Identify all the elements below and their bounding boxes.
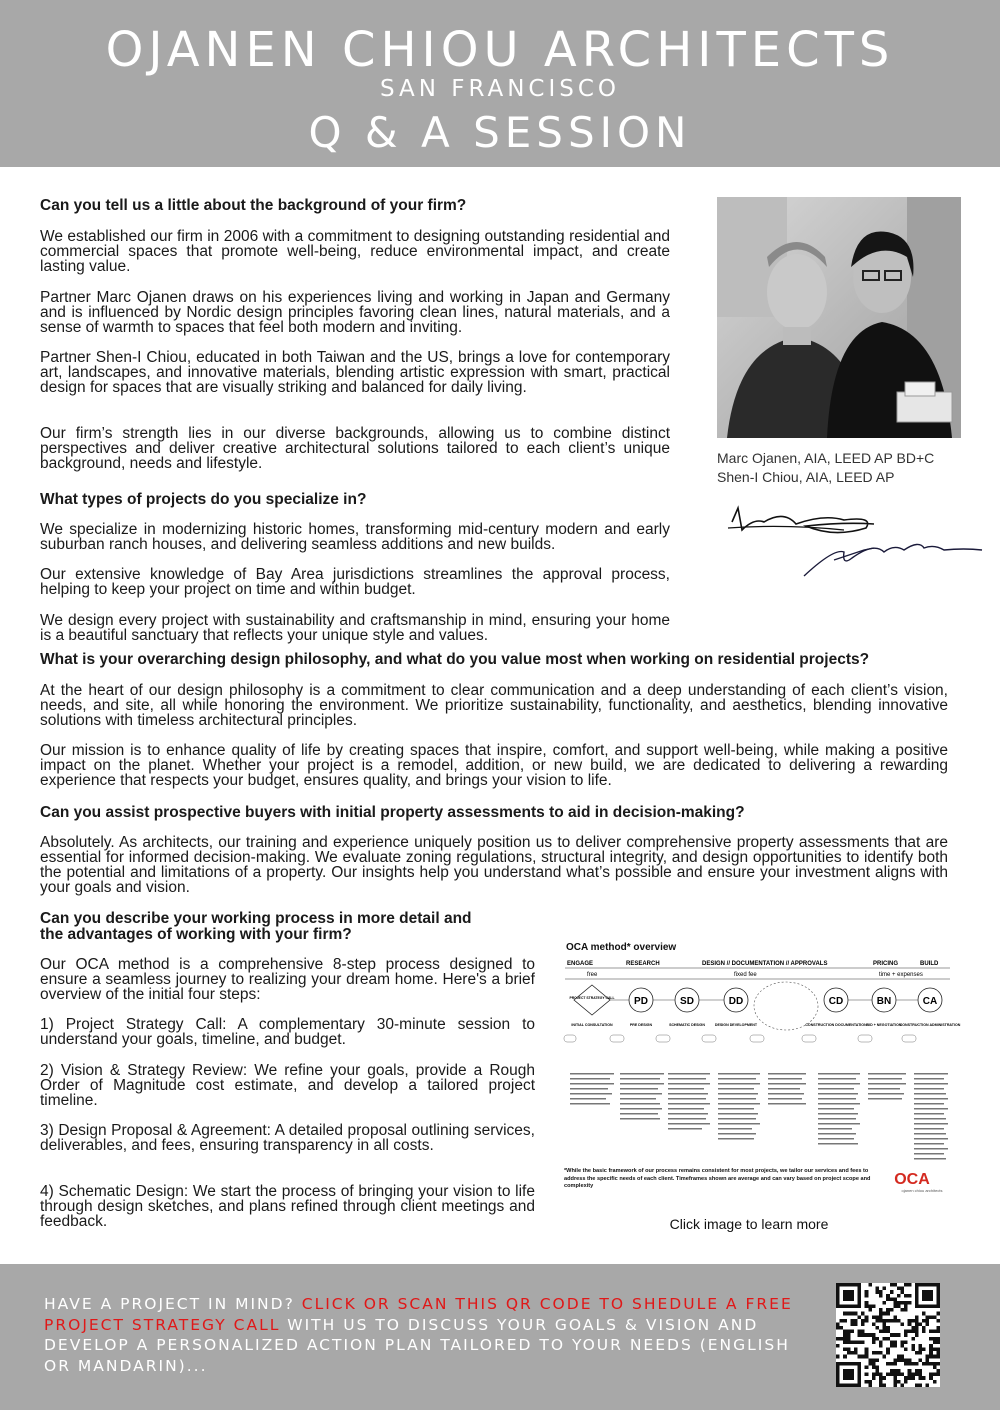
strategy-call-diamond [574, 985, 610, 1015]
step-name: SCHEMATIC DESIGN [669, 1023, 705, 1027]
step-code: BN [876, 996, 892, 1007]
step-label-first: PROJECT STRATEGY CALL [569, 996, 615, 1000]
fee-label: time + expenses [879, 972, 923, 978]
diagram-caption: Click image to learn more [669, 1216, 829, 1232]
partner-caption: Marc Ojanen, AIA, LEED AP BD+C [717, 450, 935, 466]
step-code: SD [680, 996, 694, 1007]
fee-label: free [587, 972, 598, 978]
answer-paragraph: We design every project with sustainability and craftsmanship in mind, ensuring your home is a beautiful sanctuary that reflects your unique style and values. [40, 612, 670, 644]
step-name: DESIGN DEVELOPMENT [714, 1023, 758, 1027]
step-name: INITIAL CONSULTATION [571, 1023, 613, 1027]
step-code: PD [634, 996, 648, 1007]
step-name: CONSTRUCTION ADMINISTRATION [899, 1023, 961, 1027]
oca-method-diagram[interactable] [562, 938, 961, 1200]
partner-caption: Shen-I Chiou, AIA, LEED AP [717, 469, 895, 485]
cta-intro: HAVE A PROJECT IN MIND? [44, 1295, 302, 1313]
step-paragraph: 2) Vision & Strategy Review: We refine your goals, provide a Rough Order of Magnitude cost estimate, and develop a tailored project timeline. [40, 1062, 535, 1109]
phase-label: ENGAGE [567, 961, 594, 967]
diagram-footnote: *While the basic framework of our process remains consistent for most projects, we tailor our services and fees to address the specific needs of each client. Timeframes shown are average and can vary based on project scope and complexity [564, 1168, 871, 1189]
step-code: DD [728, 996, 744, 1007]
question-line: the advantages of working with your firm? [40, 926, 352, 943]
question-process [40, 911, 540, 943]
session-title: Q & A SESSION [308, 108, 692, 157]
firm-name: OJANEN CHIOU ARCHITECTS [105, 22, 895, 78]
answer-paragraph: Absolutely. As architects, our training and experience uniquely position us to deliver comprehensive property assessments that are essential for informed decision-making. We evaluate zoning regulations, structural integrity, and design opportunities to identify both the potential and limitations of a property. Our insights help you understand what’s possible and ensure your investment aligns with your goals and vision. [40, 834, 948, 896]
oca-logo-sub: ojanen chiou architects [901, 1188, 943, 1193]
answer-paragraph: We specialize in modernizing historic homes, transforming mid-century modern and early suburban ranch houses, and delivering seamless additions and new builds. [40, 521, 670, 553]
answer-paragraph: Our mission is to enhance quality of life by creating spaces that inspire, comfort, and support well-being, while making a positive impact on the planet. Whether your project is a remodel, addition, or new build, we are dedicated to delivering a rewarding experience that respects your budget, ensures quality, and brings your vision to life. [40, 742, 948, 789]
step-code: CA [922, 996, 938, 1007]
step-code: CD [828, 996, 844, 1007]
question-background: Can you tell us a little about the background of your firm? [40, 197, 467, 214]
question-specialties: What types of projects do you specialize in? [40, 491, 367, 508]
step-name: BID + NEGOTIATION [866, 1023, 902, 1027]
oca-logo: OCA [894, 1171, 930, 1188]
signatures-image [724, 500, 986, 584]
answer-paragraph: Our extensive knowledge of Bay Area jurisdictions streamlines the approval process, helping to keep your project on time and within budget. [40, 566, 670, 598]
answer-paragraph: Our firm’s strength lies in our diverse backgrounds, allowing us to combine distinct perspectives and deliver creative architectural solutions tailored to each client’s unique background, needs and lifestyle. [40, 425, 670, 472]
cta-link[interactable]: CLICK OR SCAN THIS QR CODE TO SHEDULE A FREE PROJECT STRATEGY CALL [44, 1295, 793, 1334]
question-assessments: Can you assist prospective buyers with initial property assessments to aid in decision-making? [40, 804, 745, 821]
fee-label: fixed fee [734, 972, 757, 978]
answer-paragraph: We established our firm in 2006 with a commitment to designing outstanding residential and commercial spaces that promote well-being, reduce environmental impact, and create lasting value. [40, 228, 670, 275]
phase-label: DESIGN // DOCUMENTATION // APPROVALS [702, 961, 828, 967]
answer-paragraph: At the heart of our design philosophy is a commitment to clear communication and a deep understanding of each client’s vision, needs, and site, all while honoring the environment. We prioritize sustainability, functionality, and aesthetics, blending innovative solutions with timeless architectural principles. [40, 682, 948, 729]
step-paragraph: 4) Schematic Design: We start the process of bringing your vision to life through design sketches, and plans refined through client meetings and feedback. [40, 1183, 535, 1230]
question-philosophy: What is your overarching design philosophy, and what do you value most when working on residential projects? [40, 651, 870, 668]
phase-label: RESEARCH [626, 961, 660, 967]
answer-paragraph: Our OCA method is a comprehensive 8-step process designed to ensure a seamless journey to realizing your dream home. Here's a brief overview of the initial four steps: [40, 956, 535, 1003]
cta-outro: WITH US TO DISCUSS YOUR GOALS & VISION AND DEVELOP A PERSONALIZED ACTION PLAN TAILORED TO YOUR NEEDS (ENGLISH OR MANDARIN)... [44, 1315, 790, 1375]
phase-label: PRICING [873, 961, 899, 967]
partners-photo [717, 197, 961, 438]
header-band [0, 0, 1000, 167]
step-paragraph: 1) Project Strategy Call: A complementary 30-minute session to understand your goals, timeline, and budget. [40, 1016, 535, 1048]
step-name: PRE DESIGN [629, 1023, 653, 1027]
qr-code[interactable] [836, 1283, 940, 1387]
diagram-title: OCA method* overview [566, 942, 677, 953]
phase-label: BUILD [920, 961, 939, 967]
answer-paragraph: Partner Shen-I Chiou, educated in both Taiwan and the US, brings a love for contemporary art, landscapes, and innovative materials, blending artistic expression with smart, practical design for spaces that are visually striking and balanced for daily living. [40, 349, 670, 396]
cta-text [44, 1294, 804, 1376]
city-name: SAN FRANCISCO [379, 76, 621, 102]
answer-paragraph: Partner Marc Ojanen draws on his experiences living and working in Japan and Germany and is influenced by Nordic design principles favoring clean lines, natural materials, and a sense of warmth to spaces that feel both modern and inviting. [40, 289, 670, 336]
question-line: Can you describe your working process in more detail and [40, 910, 472, 927]
step-paragraph: 3) Design Proposal & Agreement: A detailed proposal outlining services, deliverables, and fees, ensuring transparency in all costs. [40, 1122, 535, 1154]
step-name: CONSTRUCTION DOCUMENTATION [805, 1023, 867, 1027]
